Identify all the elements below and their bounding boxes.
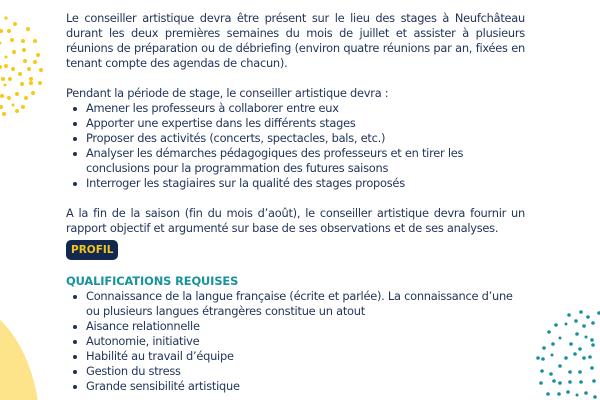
list-item: Aisance relationnelle [86, 319, 525, 334]
stage-duties-list [66, 101, 525, 191]
list-item: Proposer des activités (concerts, spectacles, bals, etc.) [86, 131, 525, 146]
qualifications-title: QUALIFICATIONS REQUISES [66, 274, 239, 288]
yellow-circle-decoration [0, 300, 40, 400]
list-item: Gestion du stress [86, 364, 525, 379]
list-item: Grande sensibilité artistique [86, 379, 525, 394]
document-content [66, 11, 525, 394]
list-item: Analyser les démarches pédagogiques des professeurs et en tirer les conclusions pour la programmation des futures saisons [86, 146, 525, 176]
list-item: Autonomie, initiative [86, 334, 525, 349]
list-item: Interroger les stagiaires sur la qualité des stages proposés [86, 176, 525, 191]
profile-badge: PROFIL [66, 240, 118, 260]
qualifications-list [66, 289, 525, 394]
intro-paragraph: Le conseiller artistique devra être présent sur le lieu des stages à Neufchâteau durant les deux premières semaines du mois de juillet et assister à plusieurs réunions de préparation ou de débriefing (environ quatre réunions par an, fixées en tenant compte des agendas de chacun). [66, 11, 525, 70]
teal-dots-decoration-icon [520, 305, 600, 400]
stage-period-lead: Pendant la période de stage, le conseiller artistique devra : [66, 86, 389, 100]
list-item: Connaissance de la langue française (écrite et parlée). La connaissance d’une ou plusieurs langues étrangères constitue un atout [86, 289, 525, 319]
end-of-season-paragraph: A la fin de la saison (fin du mois d’août), le conseiller artistique devra fournir un rapport objectif et argumenté sur base de ses observations et de ses analyses. [66, 206, 525, 235]
list-item: Amener les professeurs à collaborer entre eux [86, 101, 525, 116]
list-item: Apporter une expertise dans les différents stages [86, 116, 525, 131]
yellow-dots-decoration-icon [0, 10, 60, 120]
list-item: Habilité au travail d’équipe [86, 349, 525, 364]
